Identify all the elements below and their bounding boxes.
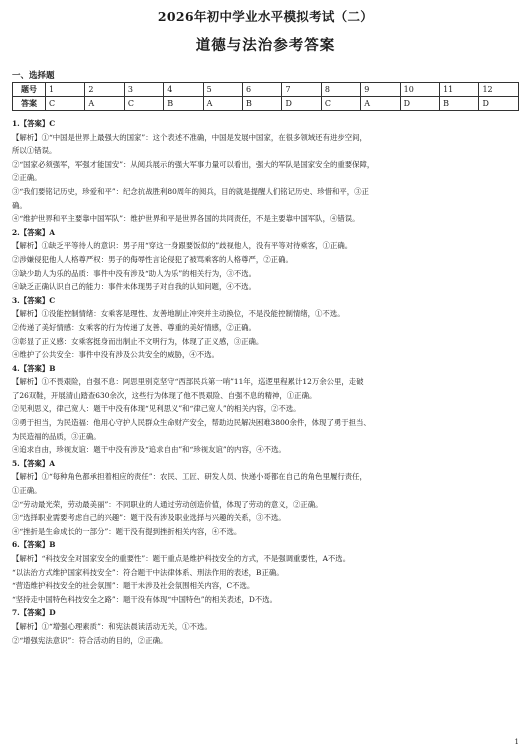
exam-title: 2026年初中学业水平模拟考试（二） — [157, 9, 374, 24]
explanation-line: ④追求自由，珍视友谊：题干中没有涉及“追求自由”和“珍视友谊”的内容，④不选。 — [12, 445, 286, 455]
table-cell: D — [282, 97, 321, 111]
answer-row — [13, 97, 519, 111]
table-cell: 10 — [400, 83, 439, 97]
answer-heading: 5.【答案】A — [12, 458, 56, 468]
table-cell: 11 — [440, 83, 479, 97]
explanation-line: ②传递了美好情感：女乘客的行为传递了友善、尊重的美好情感，②正确。 — [12, 322, 256, 332]
row-label-answer: 答案 — [13, 97, 46, 111]
explanation-line: ④缺乏正确认识自己的能力：事件未体现男子对自我的认知问题，④不选。 — [12, 282, 256, 292]
explanation-line: ③彰显了正义感：女乘客挺身而出制止不文明行为，体现了正义感，③正确。 — [12, 336, 264, 346]
table-cell: B — [164, 97, 203, 111]
table-cell: 4 — [164, 83, 203, 97]
answer-heading: 1.【答案】C — [12, 119, 56, 128]
table-cell: B — [243, 97, 282, 111]
answer-heading: 7.【答案】D — [12, 608, 56, 618]
document-subtitle: 道德与法治参考答案 — [195, 37, 336, 54]
table-cell: 2 — [85, 83, 124, 97]
explanation-line: 【解析】①缺乏平等待人的意识：男子用“穿这一身跟要饭似的”歧视他人，没有平等对待乘客，①正确。 — [12, 241, 353, 251]
answer-heading: 2.【答案】A — [12, 227, 56, 237]
table-cell: A — [361, 97, 400, 111]
explanation-line: 了26双鞋，开展清山踏查630余次，这些行为体现了他不畏艰险、自强不息的精神，①正确。 — [12, 390, 317, 400]
explanation-line: ③“我们要铭记历史，珍爱和平”：纪念抗战胜利80周年的阅兵，目的就是提醒人们铭记历史、珍惜和平，③正 — [12, 186, 369, 196]
explanation-line: ②正确。 — [12, 173, 42, 183]
explanation-line: ②见利思义，律己宽人：题干中没有体现“见利思义”和“律己宽人”的相关内容，②不选。 — [12, 404, 301, 414]
table-cell: 12 — [479, 83, 519, 97]
explanation-line: 【解析】①没能控制情绪：女乘客是理性、友善地制止冲突并主动换位，不是没能控制情绪，①不选。 — [12, 309, 345, 319]
row-label-number: 题号 — [13, 83, 46, 97]
explanation-line: ②“国家必须强军，军强才能国安”：从阅兵展示的强大军事力量可以看出，强大的军队是国家安全的重要保障， — [12, 159, 375, 169]
table-cell: B — [440, 97, 479, 111]
explanation-line: 【解析】①不畏艰险，自强不息：阿思里别克坚守“西部民兵第一哨”11年，巡逻里程累计12万余公里，走破 — [12, 377, 364, 387]
explanation-line: ①正确。 — [12, 486, 42, 496]
question-number-row — [13, 83, 519, 97]
table-cell: 7 — [282, 83, 321, 97]
explanation-line: 【解析】①“每种角色都承担着相应的责任”：农民、工匠、研发人员、快递小哥都在自己的角色里履行责任， — [12, 472, 367, 482]
explanations — [12, 117, 520, 647]
explanation-line: “以法治方式维护国家科技安全”：符合题干中法律体系、刑法作用的表述，B正确。 — [12, 567, 284, 577]
explanation-line: 为民造福的品质，③正确。 — [12, 431, 101, 441]
explanation-line: “坚持走中国特色科技安全之路”：题干没有体现“中国特色”的相关表述，D不选。 — [12, 594, 277, 604]
table-cell: A — [85, 97, 124, 111]
table-cell: 3 — [124, 83, 163, 97]
explanation-line: 所以①错误。 — [12, 146, 57, 156]
explanation-line: ④维护了公共安全：事件中没有涉及公共安全的威胁，④不选。 — [12, 350, 219, 360]
answer-heading: 3.【答案】C — [12, 295, 56, 305]
table-cell: C — [124, 97, 163, 111]
explanation-line: ②“劳动最光荣，劳动最美丽”：不同职业的人通过劳动创造价值，体现了劳动的意义，②正确。 — [12, 499, 323, 509]
section-heading: 一、选择题 — [12, 71, 55, 81]
answer-heading: 4.【答案】B — [12, 363, 56, 373]
explanation-line: 【解析】①“中国是世界上最强大的国家”：这个表述不准确，中国是发展中国家，在很多领域还有进步空间， — [12, 132, 367, 142]
explanation-line: ③勇于担当，为民造福：他用心守护人民群众生命财产安全，帮助边民解决困难3800余件，体现了勇于担当、 — [12, 418, 371, 428]
table-cell: D — [479, 97, 519, 111]
explanation-line: ③缺少助人为乐的品质：事件中没有涉及“助人为乐”的相关行为，③不选。 — [12, 268, 257, 278]
explanation-line: ④“维护世界和平主要靠中国军队”：维护世界和平是世界各国的共同责任，不是主要靠中国军队，④错误。 — [12, 214, 360, 224]
explanation-line: ④“挫折是生命成长的一部分”：题干没有提到挫折相关内容，④不选。 — [12, 526, 242, 536]
explanation-line: ②“增强宪法意识”：符合活动的目的，②正确。 — [12, 635, 168, 645]
table-cell: 8 — [321, 83, 360, 97]
table-cell: 1 — [46, 83, 85, 97]
table-cell: 5 — [203, 83, 242, 97]
page-number: 1 — [514, 738, 519, 746]
table-cell: C — [321, 97, 360, 111]
answer-table — [12, 82, 519, 111]
table-cell: 9 — [361, 83, 400, 97]
table-cell: C — [46, 97, 85, 111]
explanation-line: 【解析】“科技安全对国家安全的重要性”：题干重点是维护科技安全的方式，不是强调重要性，A不选。 — [12, 554, 351, 563]
explanation-line: ②涉嫌侵犯他人人格尊严权：男子的侮辱性言论侵犯了被骂乘客的人格尊严，②正确。 — [12, 254, 293, 264]
table-cell: 6 — [243, 83, 282, 97]
table-cell: A — [203, 97, 242, 111]
answer-heading: 6.【答案】B — [12, 540, 56, 550]
explanation-line: “营造维护科技安全的社会氛围”：题干未涉及社会氛围相关内容，C不选。 — [12, 581, 255, 591]
explanation-line: 确。 — [12, 200, 27, 210]
explanation-line: ③“选择职业需要考虑自己的兴趣”：题干没有涉及职业选择与兴趣的关系，③不选。 — [12, 513, 286, 523]
table-cell: D — [400, 97, 439, 111]
explanation-line: 【解析】①“增强心理素质”：和宪法晨读活动无关，①不选。 — [12, 621, 212, 631]
